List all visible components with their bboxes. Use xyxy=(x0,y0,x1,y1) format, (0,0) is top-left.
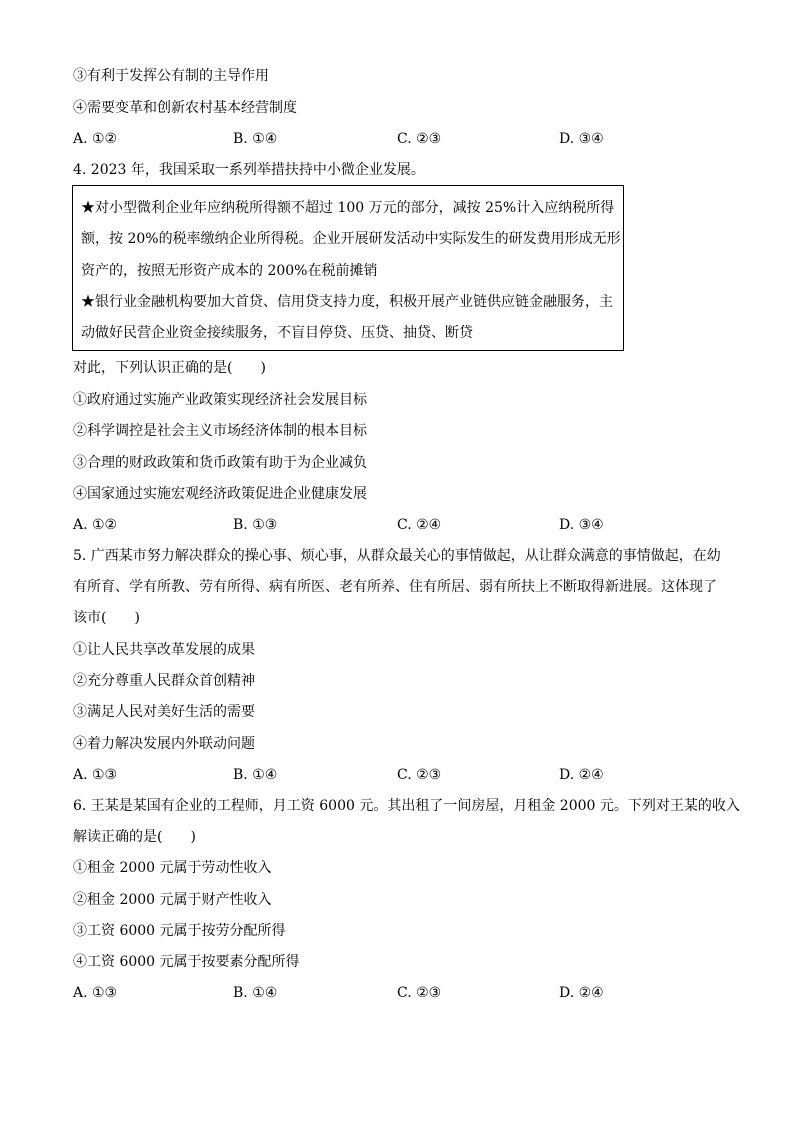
option-b: B. ①④ xyxy=(233,985,278,1001)
answer-options xyxy=(73,129,733,149)
statement-1: ①政府通过实施产业政策实现经济社会发展目标 xyxy=(73,392,367,408)
statement-2: ②租金 2000 元属于财产性收入 xyxy=(73,892,272,908)
material-line: 资产的，按照无形资产成本的 200%在税前摊销 xyxy=(81,263,378,279)
material-line: 动做好民营企业资金接续服务，不盲目停贷、压贷、抽贷、断贷 xyxy=(81,325,473,341)
option-a: A. ①③ xyxy=(73,767,118,783)
option-d: D. ③④ xyxy=(559,131,604,147)
option-b: B. ①③ xyxy=(233,517,278,533)
material-line: ★对小型微利企业年应纳税所得额不超过 100 万元的部分，减按 25%计入应纳税所得 xyxy=(81,200,615,216)
question-4-prompt: 对此，下列认识正确的是( ) xyxy=(73,360,266,376)
option-d: D. ②④ xyxy=(559,985,604,1001)
material-line: 额，按 20%的税率缴纳企业所得税。企业开展研发活动中实际发生的研发费用形成无形 xyxy=(81,231,621,247)
option-c: C. ②③ xyxy=(397,131,442,147)
option-c: C. ②③ xyxy=(397,767,442,783)
statement-2: ②充分尊重人民群众首创精神 xyxy=(73,673,255,689)
option-b: B. ①④ xyxy=(233,131,278,147)
option-c: C. ②③ xyxy=(397,985,442,1001)
statement-3: ③合理的财政政策和货币政策有助于为企业减负 xyxy=(73,455,367,471)
option-c: C. ②④ xyxy=(397,517,442,533)
statement-4: ④国家通过实施宏观经济政策促进企业健康发展 xyxy=(73,486,367,502)
answer-options xyxy=(73,765,733,785)
question-5-stem: 有所育、学有所教、劳有所得、病有所医、老有所养、住有所居、弱有所扶上不断取得新进展。这体现了 xyxy=(73,579,717,595)
question-5-stem: 该市( ) xyxy=(73,610,140,626)
option-a: A. ①③ xyxy=(73,985,118,1001)
question-4-stem: 4. 2023 年，我国采取一系列举措扶持中小微企业发展。 xyxy=(73,162,425,178)
statement-3: ③有利于发挥公有制的主导作用 xyxy=(73,68,269,84)
material-line: ★银行业金融机构要加大首贷、信用贷支持力度，积极开展产业链供应链金融服务，主 xyxy=(81,294,613,310)
option-d: D. ②④ xyxy=(559,767,604,783)
answer-options xyxy=(73,983,733,1003)
statement-3: ③满足人民对美好生活的需要 xyxy=(73,704,255,720)
statement-4: ④工资 6000 元属于按要素分配所得 xyxy=(73,954,300,970)
statement-2: ②科学调控是社会主义市场经济体制的根本目标 xyxy=(73,423,367,439)
question-5-stem: 5. 广西某市努力解决群众的操心事、烦心事，从群众最关心的事情做起，从让群众满意的事情做起，在幼 xyxy=(73,548,721,564)
material-box xyxy=(72,185,624,351)
statement-4: ④着力解决发展内外联动问题 xyxy=(73,736,255,752)
option-a: A. ①② xyxy=(73,131,118,147)
statement-4: ④需要变革和创新农村基本经营制度 xyxy=(73,100,297,116)
answer-options xyxy=(73,515,733,535)
statement-1: ①让人民共享改革发展的成果 xyxy=(73,642,255,658)
statement-3: ③工资 6000 元属于按劳分配所得 xyxy=(73,923,286,939)
statement-1: ①租金 2000 元属于劳动性收入 xyxy=(73,860,272,876)
option-d: D. ③④ xyxy=(559,517,604,533)
option-b: B. ①④ xyxy=(233,767,278,783)
option-a: A. ①② xyxy=(73,517,118,533)
question-6-stem: 解读正确的是( ) xyxy=(73,829,196,845)
question-6-stem: 6. 王某是某国有企业的工程师，月工资 6000 元。其出租了一间房屋，月租金 2000 元。下列对王某的收入 xyxy=(73,798,740,814)
